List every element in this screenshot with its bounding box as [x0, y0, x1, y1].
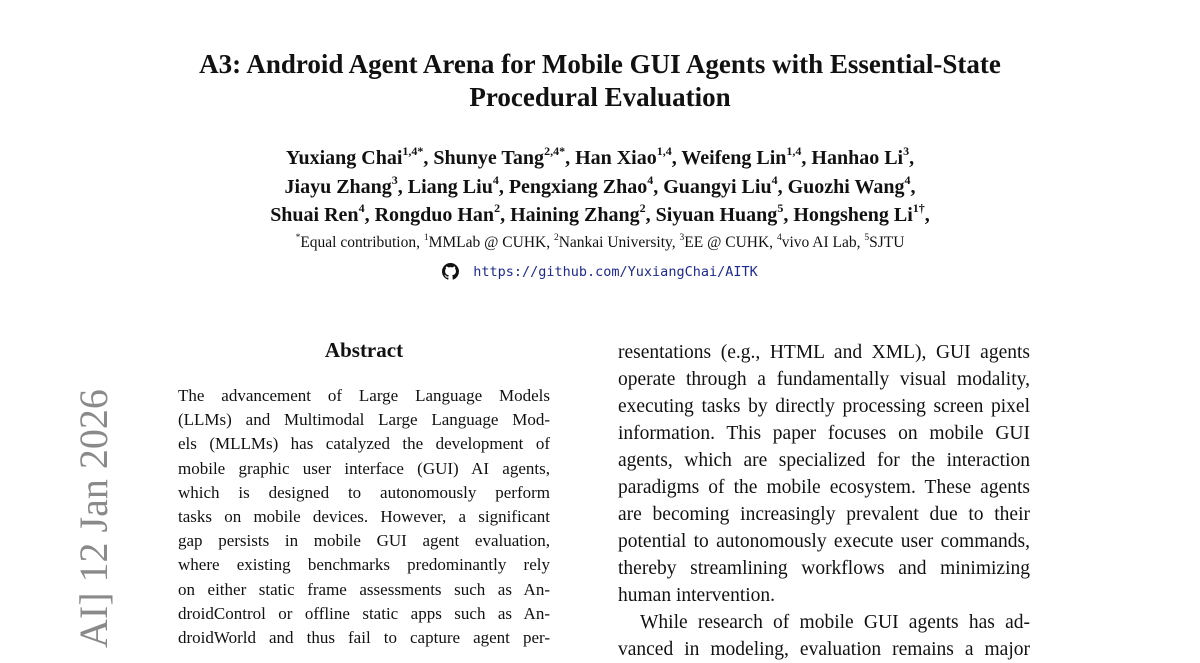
intro-text: [618, 339, 1030, 660]
affiliation-text: Equal contribution,: [300, 234, 424, 251]
abstract-line: droidWorld and thus fail to capture agent per-: [178, 628, 550, 648]
affiliation-text: Nankai University,: [558, 234, 680, 251]
author: [508, 172, 654, 198]
intro-line: are becoming increasingly prevalent due to their: [618, 504, 1030, 525]
author-line: Jiayu Zhang$^3$, Liang Liu$^4$, Pengxiang Zhao$^4$, Guangyi Liu$^4$, Guozhi Wang$^4$,: [284, 172, 916, 198]
abstract-line: els (MLLMs) has catalyzed the development of: [178, 434, 550, 454]
author-affiliation-mark: 3: [903, 144, 910, 159]
repo-link[interactable]: https://github.com/YuxiangChai/AITK: [473, 264, 758, 280]
author-name: Jiayu Zhang: [284, 175, 392, 198]
author: [575, 144, 672, 169]
author-name: Shuai Ren: [270, 204, 359, 226]
abstract-line: The advancement of Large Language Models: [178, 386, 550, 405]
abstract-line: (LLMs) and Multimodal Large Language Mod-: [178, 410, 550, 430]
author: [793, 201, 925, 226]
affiliation-text: SJTU: [869, 234, 905, 251]
intro-line: paradigms of the mobile ecosystem. These agents: [618, 477, 1030, 498]
author-affiliation-mark: 2: [494, 201, 501, 216]
intro-line: While research of mobile GUI agents has ad-: [640, 612, 1030, 633]
author-name: Guozhi Wang: [787, 175, 905, 198]
author: [811, 144, 910, 169]
author-affiliation-mark: 4: [647, 172, 654, 187]
title-line: Procedural Evaluation: [469, 82, 731, 112]
author-name: Han Xiao: [575, 147, 657, 169]
abstract-heading: Abstract: [324, 338, 404, 362]
intro-line: operate through a fundamentally visual modality,: [618, 369, 1030, 390]
intro-line: thereby streamlining workflows and minimizing: [618, 558, 1030, 579]
paper-title: [0, 48, 1200, 114]
author-name: Hongsheng Li: [793, 204, 913, 226]
author: [655, 201, 784, 226]
author-affiliation-mark: 2,4*: [544, 144, 566, 159]
affiliation-mark: 1: [423, 232, 429, 243]
author-name: Siyuan Huang: [655, 204, 778, 226]
author-affiliation-mark: 1†: [912, 201, 925, 216]
author-name: Guangyi Liu: [663, 175, 772, 198]
intro-line: potential to autonomously execute user commands,: [618, 531, 1030, 552]
author-name: Shunye Tang: [433, 147, 545, 169]
author-affiliation-mark: 4: [358, 201, 365, 216]
author: [407, 172, 499, 198]
abstract-line: which is designed to autonomously perform: [178, 482, 550, 502]
author: [681, 144, 802, 169]
author-affiliation-mark: 1,4: [786, 144, 802, 159]
title-line: A3: Android Agent Arena for Mobile GUI Agents with Essential-State: [199, 49, 1001, 79]
author-affiliation-mark: 5: [777, 201, 784, 216]
author-name: Rongduo Han: [374, 204, 495, 226]
affiliation-mark: 5: [864, 232, 870, 243]
author-name: Liang Liu: [407, 175, 493, 198]
author-line: Shuai Ren$^4$, Rongduo Han$^2$, Haining Zhang$^2$, Siyuan Huang$^5$, Hongsheng $Li^{1\dagger}$,: [270, 201, 930, 226]
author-affiliation-mark: 2: [639, 201, 646, 216]
affiliation-mark: *: [295, 232, 301, 243]
abstract-line: droidControl or offline static apps such as An-: [178, 603, 550, 623]
affiliation-mark: 3: [679, 232, 685, 243]
intro-line: agents, which are specialized for the interaction: [618, 450, 1030, 471]
author-name: Hanhao Li: [811, 147, 904, 169]
author-affiliation-mark: 1,4*: [402, 144, 424, 159]
author: [433, 144, 566, 169]
author-affiliation-mark: 4: [904, 172, 911, 187]
author: [270, 201, 365, 226]
author: [510, 201, 646, 226]
intro-line: information. This paper focuses on mobile GUI: [618, 423, 1030, 444]
author-name: Yuxiang Chai: [285, 147, 403, 169]
abstract-body: [178, 384, 550, 650]
github-icon: [442, 263, 459, 287]
intro-line: executing tasks by directly processing screen pixel: [618, 396, 1030, 417]
author: [663, 172, 778, 198]
author-name: Pengxiang Zhao: [508, 175, 648, 198]
affiliations: [0, 233, 1200, 253]
abstract-line: tasks on mobile devices. However, a significant: [178, 507, 550, 527]
affiliation-text: EE @ CUHK,: [684, 234, 777, 251]
author-affiliation-mark: 3: [391, 172, 398, 187]
affiliation-text: MMLab @ CUHK,: [428, 234, 554, 251]
affiliation-text: vivo AI Lab,: [781, 234, 865, 251]
abstract-line: mobile graphic user interface (GUI) AI agents,: [178, 458, 550, 478]
author: [374, 201, 501, 226]
author-line: Yuxiang Chai$^{1,4*}$, Shunye Tang$^{2,4*}$, Han Xiao$^{1,4}$, Weifeng Lin$^{1,4}$, Hanhao Li$^3$,: [285, 144, 915, 169]
affiliation-mark: 2: [553, 232, 559, 243]
author: [285, 144, 424, 169]
author-list: [0, 144, 1200, 230]
author: [284, 172, 398, 198]
author-affiliation-mark: 4: [492, 172, 499, 187]
abstract-line: gap persists in mobile GUI agent evaluation,: [178, 531, 550, 551]
intro-line: human intervention.: [618, 585, 776, 606]
arxiv-side-stamp: AI] 12 Jan 2026: [71, 389, 116, 648]
author-affiliation-mark: 4: [771, 172, 778, 187]
abstract-line: on either static frame assessments such as An-: [178, 579, 550, 599]
author-name: Weifeng Lin: [681, 147, 787, 169]
author-affiliation-mark: 1,4: [656, 144, 672, 159]
intro-line: resentations (e.g., HTML and XML), GUI agents: [618, 342, 1030, 363]
author-name: Haining Zhang: [510, 204, 640, 226]
repo-link-row: [0, 262, 1200, 287]
author: [787, 172, 911, 198]
intro-line: vanced in modeling, evaluation remains a major: [618, 639, 1030, 660]
abstract-line: where existing benchmarks predominantly rely: [178, 555, 550, 575]
affiliation-mark: 4: [776, 232, 782, 243]
